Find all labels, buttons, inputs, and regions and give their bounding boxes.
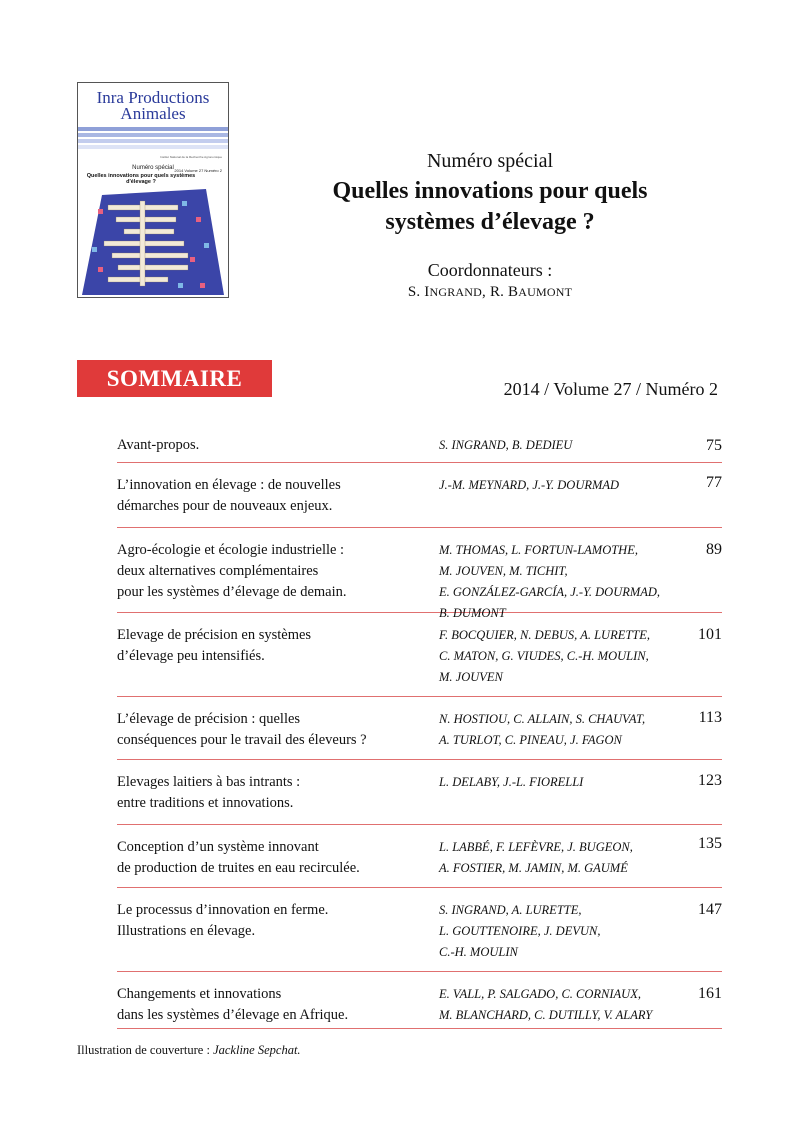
toc-entry[interactable] [117,625,722,697]
toc-entry-page: 77 [706,474,722,491]
cover-special: Numéro spécial [132,165,174,171]
toc-entry-authors: L. DELABY, J.-L. FIORELLI [439,775,584,789]
issue-title: Quelles innovations pour quels systèmes d’élevage ? [332,178,648,235]
scrabble-board-illustration [78,187,229,298]
toc-entry-authors: N. HOSTIOU, C. ALLAIN, S. CHAUVAT, A. TURLOT, C. PINEAU, J. FAGON [439,712,646,747]
cover-stripes [78,127,228,157]
toc-entry-page: 89 [706,541,722,558]
toc-entry-title: L’élevage de précision : quelles conséquences pour le travail des éleveurs ? [117,711,367,748]
toc-entry-page: 161 [698,985,722,1002]
toc-entry[interactable] [117,475,722,528]
toc-entry-page: 135 [698,835,722,852]
cover-institute: Institut National de la Recherche Agronomique [160,155,222,159]
toc-entry[interactable] [117,435,722,463]
toc-entry[interactable] [117,709,722,760]
toc-entry-title: Agro-écologie et écologie industrielle : deux alternatives complémentaires pour les systèmes d’élevage de demain. [117,542,347,600]
toc-entry-title: Changements et innovations dans les systèmes d’élevage en Afrique. [117,986,349,1023]
cover-credit: Illustration de couverture : Jackline Sepchat. [77,1043,301,1057]
toc-entry[interactable] [117,540,722,620]
cover-title: Inra Productions Animales [96,88,210,123]
toc-entry-title: Elevage de précision en systèmes d’élevage peu intensifiés. [117,627,312,664]
coordinators-names: S. INGRAND, R. BAUMONT [407,284,573,300]
toc-entry-title: Elevages laitiers à bas intrants : entre traditions et innovations. [117,774,301,811]
toc-entry-title: Avant-propos. [117,437,200,453]
toc-entry-authors: S. INGRAND, A. LURETTE, L. GOUTTENOIRE, J. DEVUN, C.-H. MOULIN [439,903,601,959]
toc-entry-authors: F. BOCQUIER, N. DEBUS, A. LURETTE, C. MATON, G. VIUDES, C.-H. MOULIN, M. JOUVEN [439,628,650,684]
toc-entry-page: 113 [698,709,722,726]
cover-thumbnail [77,82,229,298]
toc-entry-authors: M. THOMAS, L. FORTUN-LAMOTHE, M. JOUVEN, M. TICHIT, E. GONZÁLEZ-GARCÍA, J.-Y. DOURMAD, B. DUMONT [439,543,661,620]
sommaire-banner: SOMMAIRE [77,360,272,397]
cover-question: Quelles innovations pour quels systèmes d'élevage ? [86,173,196,185]
toc-entry-page: 75 [706,437,722,454]
toc-entry-title: L’innovation en élevage : de nouvelles démarches pour de nouveaux enjeux. [117,477,341,514]
toc-entry-title: Conception d’un système innovant de production de truites en eau recirculée. [117,839,360,876]
toc-entry-authors: J.-M. MEYNARD, J.-Y. DOURMAD [439,478,620,492]
toc-entry-title: Le processus d’innovation en ferme. Illustrations en élevage. [117,902,329,939]
toc-entry-authors: S. INGRAND, B. DEDIEU [439,438,573,452]
toc-entry-authors: E. VALL, P. SALGADO, C. CORNIAUX, M. BLANCHARD, C. DUTILLY, V. ALARY [439,987,653,1022]
toc-entry-page: 123 [698,772,722,789]
toc-entry[interactable] [117,772,722,825]
issue-info: 2014 / Volume 27 / Numéro 2 [503,379,718,399]
toc-entry[interactable] [117,900,722,972]
table-of-contents [117,435,722,1029]
cover-year: 2014 Volume 27 Numéro 2 [174,168,222,173]
toc-entry-page: 147 [698,901,722,918]
toc-entry[interactable] [117,837,722,888]
toc-entry-authors: L. LABBÉ, F. LEFÈVRE, J. BUGEON, A. FOSTIER, M. JAMIN, M. GAUMÉ [439,840,633,875]
toc-entry[interactable] [117,984,722,1029]
special-issue-label: Numéro spécial [426,150,554,172]
toc-entry-page: 101 [698,626,722,643]
coordinators-label: Coordonnateurs : [427,260,553,280]
